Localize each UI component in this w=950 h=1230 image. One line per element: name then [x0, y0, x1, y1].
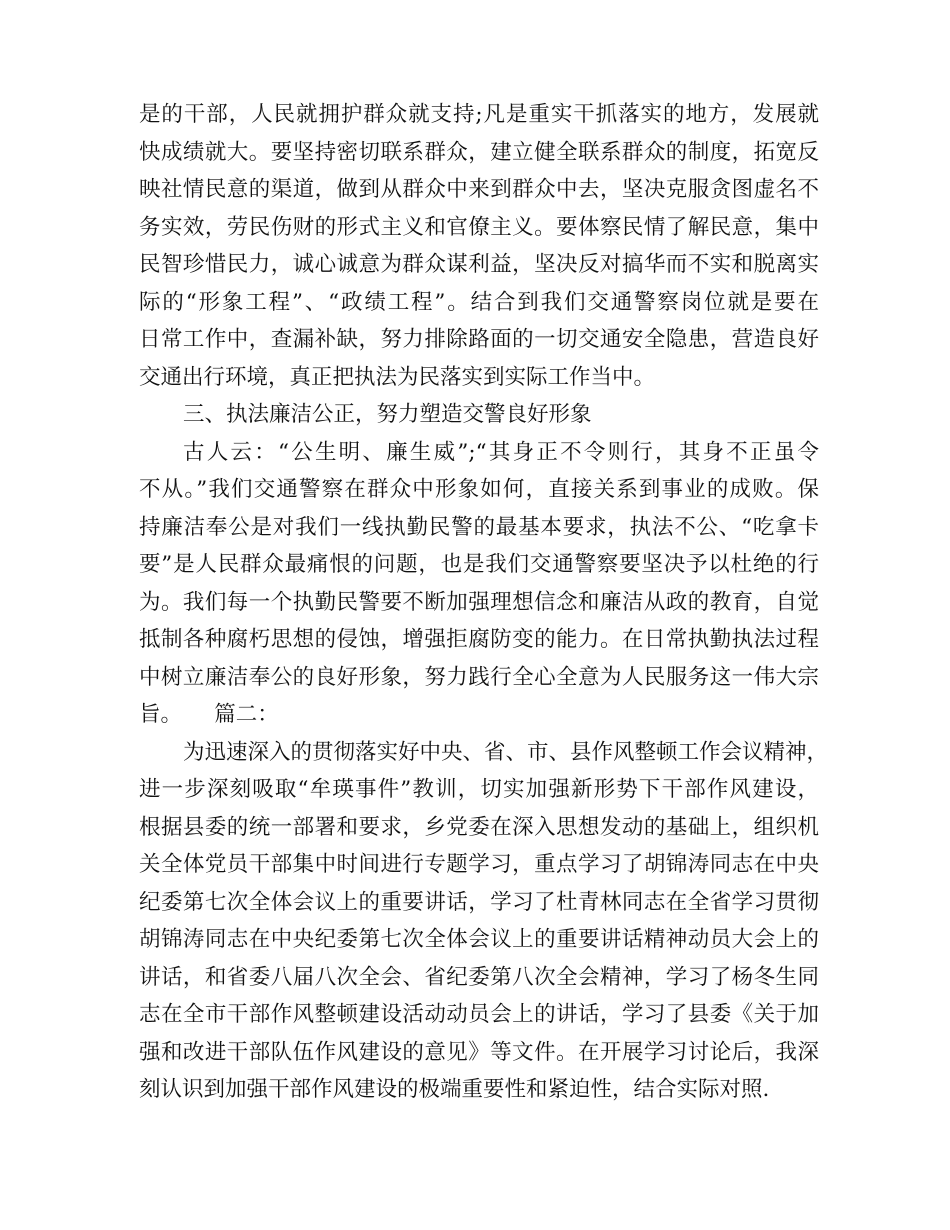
text-line: 日常工作中，查漏补缺，努力排除路面的一切交通安全隐患，营造良好 [139, 327, 819, 352]
text-line: 讲话，和省委八届八次全会、省纪委第八次全会精神，学习了杨冬生同 [139, 964, 819, 990]
text-line: 快成绩就大。要坚持密切联系群众，建立健全联系群众的制度，拓宽反 [139, 139, 819, 165]
text-line: 胡锦涛同志在中央纪委第七次全体会议上的重要讲话精神动员大会上的 [139, 927, 819, 952]
paragraph-1 [139, 96, 819, 396]
text-line: 是的干部，人民就拥护群众就支持;凡是重实干抓落实的地方，发展就 [139, 102, 819, 127]
text-line: 旨。 篇二： [139, 702, 279, 727]
text-line: 际的“形象工程”、“政绩工程”。结合到我们交通警察岗位就是要在 [139, 289, 819, 315]
text-line: 中树立廉洁奉公的良好形象，努力践行全心全意为人民服务这一伟大宗 [139, 664, 819, 690]
text-line: 强和改进干部队伍作风建设的意见》等文件。在开展学习讨论后，我深 [139, 1039, 819, 1065]
text-line: 映社情民意的渠道，做到从群众中来到群众中去，坚决克服贪图虚名不 [139, 177, 819, 202]
text-line: 不从。”我们交通警察在群众中形象如何，直接关系到事业的成败。保 [139, 477, 819, 502]
text-line: 抵制各种腐朽思想的侵蚀，增强拒腐防变的能力。在日常执勤执法过程 [139, 627, 819, 652]
text-line: 纪委第七次全体会议上的重要讲话，学习了杜青林同志在全省学习贯彻 [139, 889, 819, 915]
text-line: 要”是人民群众最痛恨的问题，也是我们交通警察要坚决予以杜绝的行 [139, 552, 819, 577]
text-line: 持廉洁奉公是对我们一线执勤民警的最基本要求，执法不公、“吃拿卡 [139, 514, 819, 540]
text-line: 进一步深刻吸取“牟瑛事件”教训，切实加强新形势下干部作风建设， [139, 777, 819, 802]
text-line: 为。我们每一个执勤民警要不断加强理想信念和廉洁从政的教育，自觉 [139, 589, 819, 615]
paragraph-2 [139, 434, 819, 734]
text-line: 古人云：“公生明、廉生威”;“其身正不令则行，其身不正虽令 [183, 439, 819, 465]
text-line: 交通出行环境，真正把执法为民落实到实际工作当中。 [139, 364, 656, 390]
text-line: 民智珍惜民力，诚心诚意为群众谋利益，坚决反对搞华而不实和脱离实 [139, 252, 819, 277]
document-body [139, 96, 829, 1109]
section-heading: 三、执法廉洁公正，努力塑造交警良好形象 [183, 402, 592, 427]
text-line: 刻认识到加强干部作风建设的极端重要性和紧迫性，结合实际对照. [139, 1077, 770, 1102]
text-line: 根据县委的统一部署和要求，乡党委在深入思想发动的基础上，组织机 [139, 814, 819, 840]
text-line: 为迅速深入的贯彻落实好中央、省、市、县作风整顿工作会议精神， [183, 739, 829, 765]
text-line: 务实效，劳民伤财的形式主义和官僚主义。要体察民情了解民意，集中 [139, 214, 819, 240]
text-line: 关全体党员干部集中时间进行专题学习，重点学习了胡锦涛同志在中央 [139, 852, 819, 877]
text-line: 志在全市干部作风整顿建设活动动员会上的讲话，学习了县委《关于加 [139, 1002, 819, 1027]
paragraph-3 [139, 734, 829, 1109]
